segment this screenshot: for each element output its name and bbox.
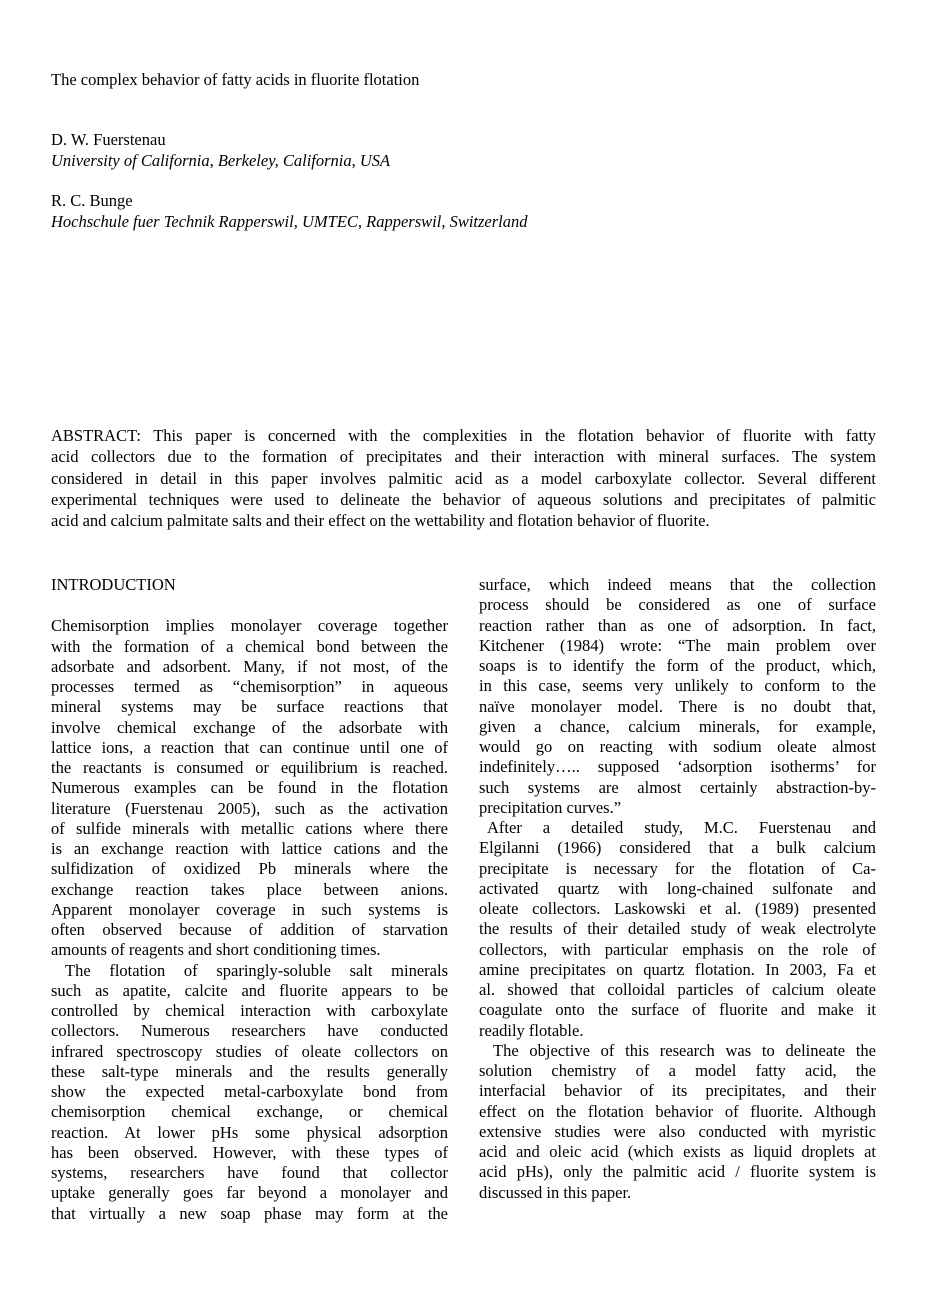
body-line: extensive studies were also conducted with myristic: [479, 1121, 876, 1141]
body-line: given a chance, calcium minerals, for example,: [479, 716, 876, 736]
body-line: precipitation curves.”: [479, 797, 622, 817]
body-line: amine precipitates on quartz flotation. In 2003, Fa et: [479, 959, 876, 979]
body-line: literature (Fuerstenau 2005), such as the activation: [51, 798, 448, 818]
author-affiliation-2: Hochschule fuer Technik Rapperswil, UMTEC, Rapperswil, Switzerland: [51, 212, 528, 231]
body-line: has been observed. However, with these types of: [51, 1142, 448, 1162]
body-line: The flotation of sparingly-soluble salt minerals: [65, 960, 448, 980]
body-line: that virtually a new soap phase may form at the: [51, 1203, 448, 1223]
body-line: collectors, with particular emphasis on the role of: [479, 939, 876, 959]
body-line: exchange reaction takes place between anions.: [51, 879, 448, 899]
body-line: Chemisorption implies monolayer coverage together: [51, 616, 448, 636]
body-line: in this case, seems very unlikely to conform to the: [479, 676, 876, 696]
body-line: After a detailed study, M.C. Fuerstenau and: [487, 818, 876, 837]
body-line: activated quartz with long-chained sulfonate and: [479, 878, 876, 898]
body-line: infrared spectroscopy studies of oleate collectors on: [51, 1041, 448, 1061]
body-line: lattice ions, a reaction that can continue until one of: [51, 737, 448, 757]
body-line: such systems are almost certainly abstraction-by-: [479, 777, 876, 797]
body-line: soaps is to identify the form of the product, which,: [479, 656, 876, 675]
body-line: show the expected metal-carboxylate bond from: [51, 1082, 448, 1102]
body-line: discussed in this paper.: [479, 1182, 632, 1202]
body-line: readily flotable.: [479, 1020, 584, 1040]
abstract: [51, 425, 876, 531]
body-line: acid and oleic acid (which exists as liquid droplets at: [479, 1142, 876, 1161]
body-line: controlled by chemical interaction with carboxylate: [51, 1001, 448, 1021]
body-line: Elgilanni (1966) considered that a bulk calcium: [479, 838, 876, 858]
body-line: involve chemical exchange of the adsorbate with: [51, 717, 448, 737]
body-line: process should be considered as one of surface: [479, 595, 876, 615]
abstract-line: acid collectors due to the formation of precipitates and their interaction with mineral surfaces. The system: [51, 447, 876, 467]
author-name-1: D. W. Fuerstenau: [51, 130, 166, 149]
body-line: the reactants is consumed or equilibrium is reached.: [51, 758, 448, 778]
body-line: Apparent monolayer coverage in such systems is: [51, 899, 448, 919]
body-line: uptake generally goes far beyond a monolayer and: [51, 1183, 448, 1203]
body-line: chemisorption chemical exchange, or chemical: [51, 1102, 448, 1122]
body-line: often observed because of addition of starvation: [51, 920, 448, 940]
body-line: the results of their detailed study of weak electrolyte: [479, 919, 876, 939]
body-line: precipitate is necessary for the flotation of Ca-: [479, 858, 876, 878]
body-line: of sulfide minerals with metallic cations where there: [51, 818, 448, 838]
paper-title: The complex behavior of fatty acids in fluorite flotation: [51, 70, 420, 89]
body-line: adsorbate and adsorbent. Many, if not most, of the: [51, 656, 448, 676]
body-line: processes termed as “chemisorption” in aqueous: [51, 677, 448, 697]
body-line: Numerous examples can be found in the flotation: [51, 778, 448, 798]
author-name-2: R. C. Bunge: [51, 191, 133, 210]
right-column: [479, 575, 876, 1203]
body-line: is an exchange reaction with lattice cations and the: [51, 839, 448, 859]
body-line: amounts of reagents and short conditioning times.: [51, 940, 381, 960]
spacer: [51, 595, 448, 616]
body-line: naïve monolayer model. There is no doubt that,: [479, 696, 876, 716]
author-affiliation-1: University of California, Berkeley, California, USA: [51, 151, 391, 170]
abstract-line: acid and calcium palmitate salts and their effect on the wettability and flotation behavior of fluorite.: [51, 511, 710, 531]
body-line: solution chemistry of a model fatty acid, the: [479, 1061, 876, 1080]
body-line: these salt-type minerals and the results generally: [51, 1061, 448, 1081]
body-line: would go on reacting with sodium oleate almost: [479, 737, 876, 756]
body-line: such as apatite, calcite and fluorite appears to be: [51, 980, 448, 1000]
body-line: coagulate onto the surface of fluorite and make it: [479, 1000, 876, 1020]
body-line: Kitchener (1984) wrote: “The main problem over: [479, 635, 876, 655]
abstract-line: ABSTRACT: This paper is concerned with the complexities in the flotation behavior of fluorite with fatty: [51, 426, 876, 445]
abstract-line: experimental techniques were used to delineate the behavior of aqueous solutions and precipitates of palmitic: [51, 489, 876, 509]
abstract-line: considered in detail in this paper involves palmitic acid as a model carboxylate collector. Several different: [51, 468, 876, 488]
body-line: oleate collectors. Laskowski et al. (1989) presented: [479, 899, 876, 918]
body-line: mineral systems may be surface reactions that: [51, 697, 448, 717]
body-line: reaction rather than as one of adsorption. In fact,: [479, 615, 876, 635]
body-line: systems, researchers have found that collector: [51, 1163, 448, 1183]
body-line: al. showed that colloidal particles of calcium oleate: [479, 980, 876, 999]
body-line: sulfidization of oxidized Pb minerals where the: [51, 859, 448, 879]
body-line: acid pHs), only the palmitic acid / fluorite system is: [479, 1162, 876, 1182]
left-column: [51, 575, 448, 1224]
body-line: collectors. Numerous researchers have conducted: [51, 1021, 448, 1041]
body-line: surface, which indeed means that the collection: [479, 575, 876, 594]
body-line: reaction. At lower pHs some physical adsorption: [51, 1122, 448, 1142]
body-line: The objective of this research was to delineate the: [493, 1040, 876, 1060]
body-line: with the formation of a chemical bond between the: [51, 636, 448, 656]
section-heading-introduction: INTRODUCTION: [51, 575, 176, 594]
body-line: effect on the flotation behavior of fluorite. Although: [479, 1101, 876, 1121]
body-line: interfacial behavior of its precipitates, and their: [479, 1081, 876, 1101]
body-line: indefinitely….. supposed ‘adsorption isotherms’ for: [479, 757, 876, 777]
